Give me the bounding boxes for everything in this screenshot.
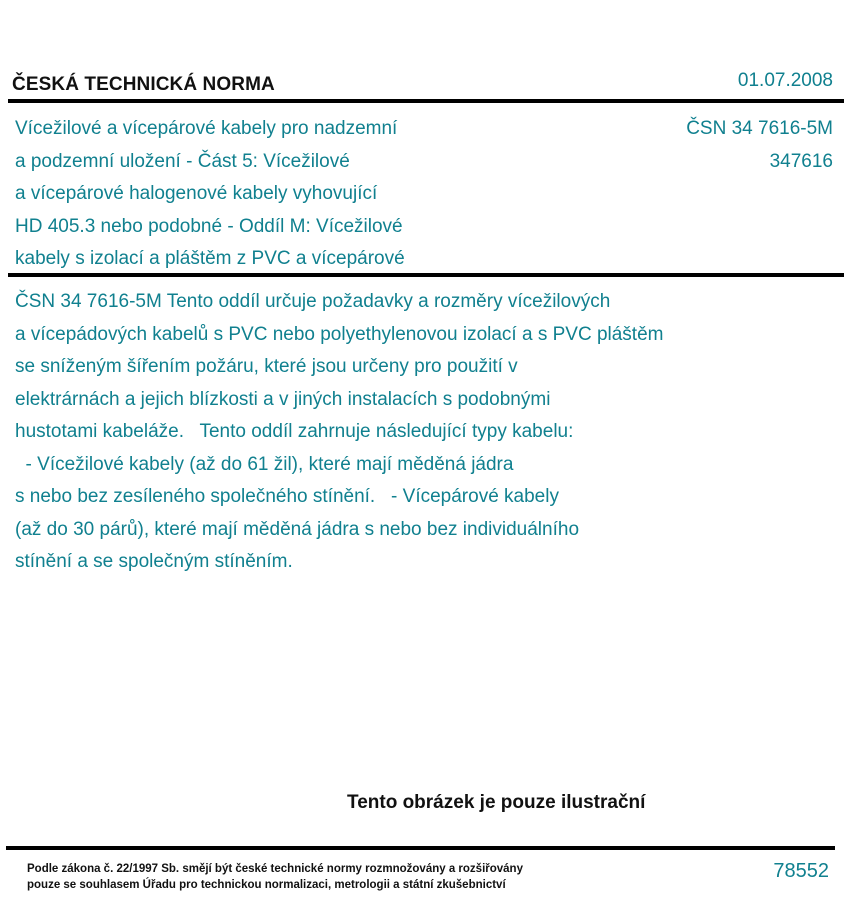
standard-identifiers <box>686 113 833 178</box>
abstract-line: hustotami kabeláže. Tento oddíl zahrnuje následující typy kabelu: <box>15 421 574 442</box>
abstract-line: (až do 30 párů), které mají měděná jádra s nebo bez individuálního <box>15 518 580 540</box>
abstract-line: s nebo bez zesíleného společného stínění. - Vícepárové kabely <box>15 486 559 507</box>
abstract-line: se sníženým šířením požáru, které jsou určeny pro použití v <box>15 356 518 377</box>
standard-title-line: Vícežilové a vícepárové kabely pro nadzemní <box>15 118 398 139</box>
publication-date: 01.07.2008 <box>737 70 833 91</box>
legal-notice <box>27 861 523 893</box>
standard-title-line: HD 405.3 nebo podobné - Oddíl M: Vícežilové <box>15 215 403 237</box>
abstract-line: stínění a se společným stíněním. <box>15 551 293 572</box>
abstract <box>15 286 815 579</box>
abstract-line: ČSN 34 7616-5M Tento oddíl určuje požadavky a rozměry vícežilových <box>15 291 611 312</box>
header-divider <box>8 99 844 103</box>
illustration-note: Tento obrázek je pouze ilustrační <box>347 792 646 813</box>
standard-code: ČSN 34 7616-5M <box>686 118 833 139</box>
legal-notice-line: Podle zákona č. 22/1997 Sb. smějí být české technické normy rozmnožovány a rozšiřovány <box>27 863 523 875</box>
legal-notice-line: pouze se souhlasem Úřadu pro technickou normalizaci, metrologii a státní zkušebnictví <box>27 879 506 891</box>
abstract-line: elektrárnách a jejich blízkosti a v jiných instalacích s podobnými <box>15 388 551 410</box>
standard-title-line: kabely s izolací a pláštěm z PVC a vícepárové <box>15 248 405 269</box>
title-divider <box>8 273 844 277</box>
standard-title-line: a podzemní uložení - Část 5: Vícežilové <box>15 150 350 172</box>
abstract-line: a vícepádových kabelů s PVC nebo polyethylenovou izolací a s PVC pláštěm <box>15 323 664 345</box>
document-type-heading: ČESKÁ TECHNICKÁ NORMA <box>12 74 275 95</box>
standard-title-line: a vícepárové halogenové kabely vyhovující <box>15 183 378 204</box>
classification-number: 347616 <box>769 150 833 172</box>
standard-title <box>15 113 485 276</box>
footer-divider <box>6 846 835 850</box>
abstract-line: - Vícežilové kabely (až do 61 žil), které mají měděná jádra <box>15 453 514 475</box>
document-number: 78552 <box>773 860 829 882</box>
